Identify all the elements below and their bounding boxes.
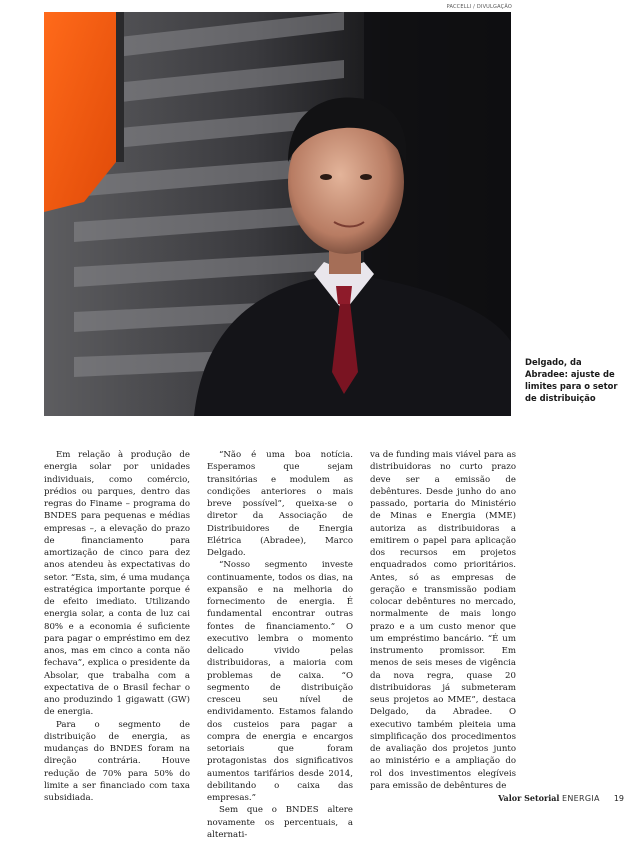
portrait-photo: [44, 12, 511, 416]
paragraph: Sem que o BNDES altere novamente os percentuais, a alternati-: [207, 805, 353, 840]
text-column-2: [207, 449, 353, 840]
page-footer: [498, 793, 624, 803]
paragraph: “Nosso segmento investe continuamente, todos os dias, na expansão e na melhoria do fornecimento de energia. É fundamental encontrar outras fontes de financiamento.” O executivo lembra o momento delicado vivido pelas distribuidoras, a maioria com problemas de caixa. “O segmento de distribuição cresceu seu nível de endividamento. Estamos falando dos custeios para pagar a compra de energia e encargos setoriais que foram protagonistas dos significativos aumentos tarifários desde 2014, debilitando o caixa das empresas.”: [207, 560, 353, 803]
section-name: ENERGIA: [562, 794, 600, 803]
photo-caption: Delgado, da Abradee: ajuste de limites para o setor de distribuição: [525, 357, 618, 403]
photo-credit: PACCELLI / DIVULGAÇÃO: [446, 4, 512, 10]
paragraph: Para o segmento de distribuição de energia, as mudanças do BNDES foram na direção contrária. Houve redução de 70% para 50% do limite a ser financiado com taxa subsidiada.: [44, 719, 190, 803]
text-column-3: [370, 449, 516, 791]
text-column-1: [44, 449, 190, 803]
page-number: 19: [613, 794, 624, 803]
publication-name: [498, 793, 600, 803]
paragraph: “Não é uma boa notícia. Esperamos que sejam transitórias e modulem as condições anteriores o mais breve possível”, queixa-se o diretor da Associação de Distribuidores de Energia Elétrica (Abradee), Marco Delgado.: [207, 450, 353, 558]
article-body: [44, 449, 516, 840]
paragraph: Em relação à produção de energia solar por unidades individuais, como comércio, prédios ou parques, dentro das regras do Finame – programa do BNDES para pequenas e médias empresas –, a elevação do prazo de financiamento para amortização de cinco para dez anos atendeu às expectativas do setor. “Esta, sim, é uma mudança estratégica importante porque é de efeito imediato. Utilizando energia solar, a conta de luz cai 80% e a economia é suficiente para pagar o empréstimo em dez anos, mas em cinco a conta não fechava”, explica o presidente da Absolar, que trabalha com a expectativa de o Brasil fechar o ano produzindo 1 gigawatt (GW) de energia.: [44, 450, 190, 718]
brand-name: Valor Setorial: [498, 793, 560, 803]
paragraph: va de funding mais viável para as distribuidoras no curto prazo deve ser a emissão de debêntures. Desde junho do ano passado, portaria do Ministério de Minas e Energia (MME) autoriza as distribuidoras a emitirem o papel para aplicação dos recursos em projetos enquadrados como prioritários. Antes, só as empresas de geração e transmissão podiam colocar debêntures no mercado, normalmente de mais longo prazo e a um custo menor que um empréstimo bancário. “É um instrumento promissor. Em menos de seis meses de vigência da nova regra, quase 20 distribuidoras já submeteram seus projetos ao MME”, destaca Delgado, da Abradee. O executivo também pleiteia uma simplificação dos procedimentos de avaliação dos projetos junto ao ministério e a ampliação do rol dos investimentos elegíveis para emissão de debêntures de: [370, 450, 516, 791]
portrait-illustration: [44, 12, 511, 416]
